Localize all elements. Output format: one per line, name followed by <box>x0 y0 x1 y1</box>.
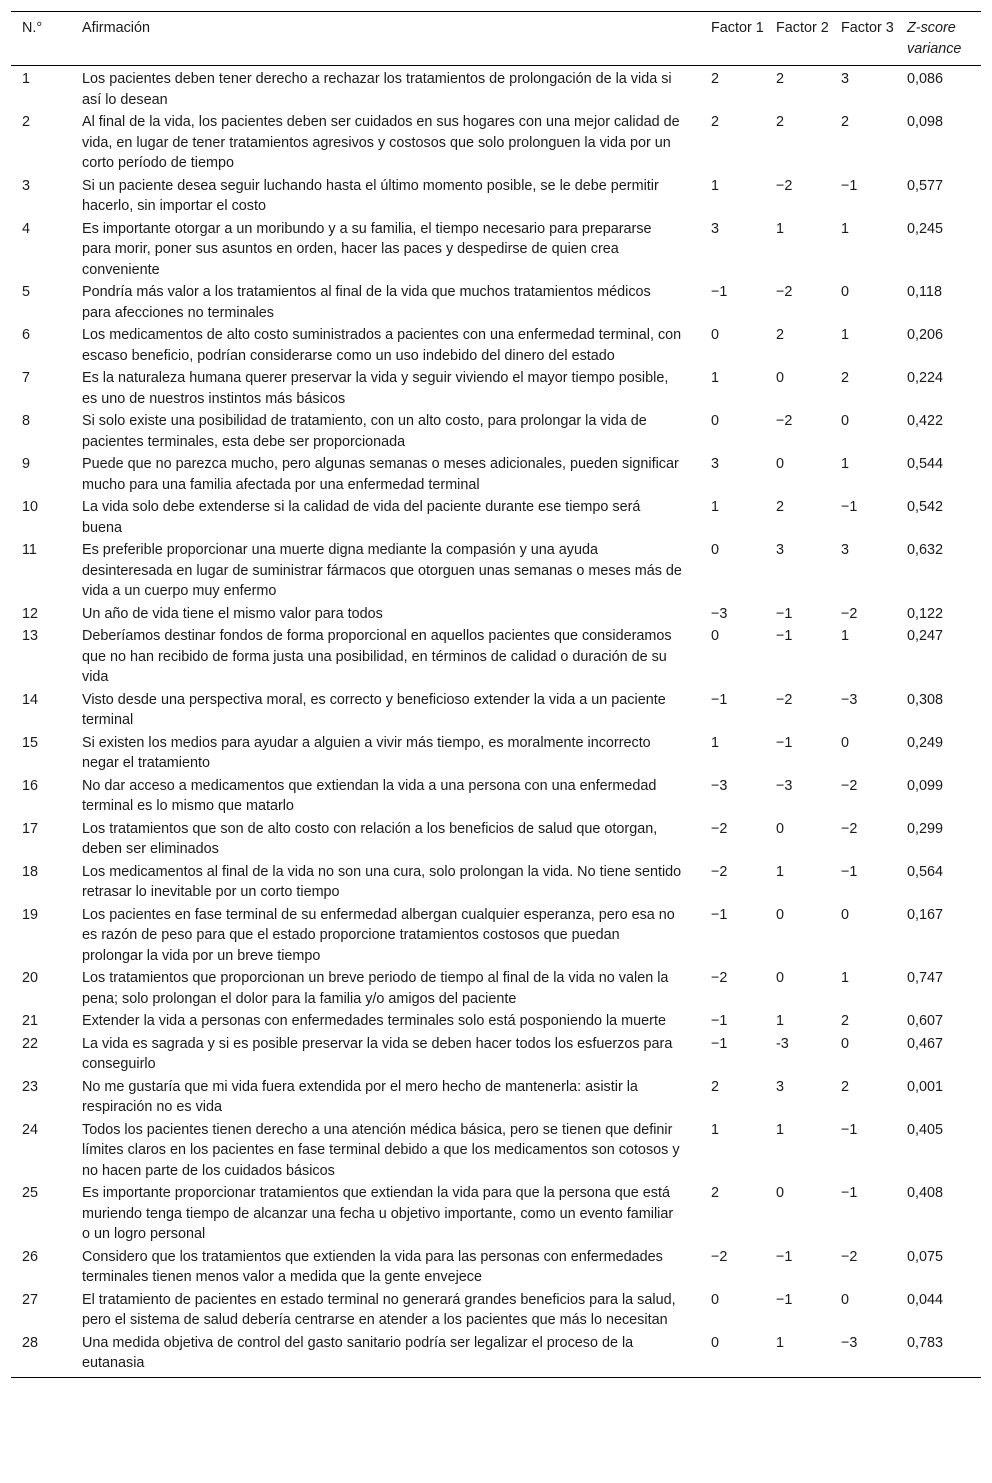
table-row <box>11 218 981 282</box>
cell-zscore-variance: 0,249 <box>907 734 944 751</box>
table-row <box>11 66 981 112</box>
cell-number: 11 <box>22 542 37 558</box>
cell-zscore-variance: 0,408 <box>907 1185 944 1201</box>
cell-factor-3: 1 <box>841 456 850 472</box>
cell-factor-1: 1 <box>711 734 720 751</box>
table-row <box>11 904 981 968</box>
cell-factor-1: −2 <box>711 1248 728 1265</box>
table-row <box>11 1289 981 1332</box>
cell-zscore-variance: 0,086 <box>907 71 944 87</box>
cell-zscore-variance: 0,075 <box>907 1248 944 1265</box>
header-factor-3: Factor 3 <box>841 20 894 36</box>
table-row <box>11 281 981 324</box>
cell-factor-2: 3 <box>776 542 785 558</box>
header-row <box>11 12 981 66</box>
cell-factor-2: 2 <box>776 499 785 515</box>
cell-factor-3: 2 <box>841 1078 850 1095</box>
cell-factor-1: −1 <box>711 284 728 300</box>
table-row <box>11 775 981 818</box>
cell-statement: No dar acceso a medicamentos que extiendan la vida a una persona con una enfermedad terminal es lo mismo que matarlo <box>82 777 657 814</box>
cell-number: 21 <box>22 1013 39 1029</box>
table-row <box>11 1033 981 1076</box>
cell-factor-2: 2 <box>776 71 785 87</box>
cell-statement: Visto desde una perspectiva moral, es correcto y beneficioso extender la vida a un paciente terminal <box>82 691 666 728</box>
cell-number: 20 <box>22 970 39 986</box>
cell-factor-2: 2 <box>776 327 785 343</box>
cell-factor-2: −1 <box>776 734 793 751</box>
cell-statement: Deberíamos destinar fondos de forma proporcional en aquellos pacientes que consideramos que no han recibido de forma justa una posibilidad, en términos de calidad o duración de su vida <box>82 628 672 685</box>
cell-zscore-variance: 0,542 <box>907 499 944 515</box>
cell-factor-2: 3 <box>776 1078 785 1095</box>
cell-statement: El tratamiento de pacientes en estado terminal no generará grandes beneficios para la salud, pero el sistema de salud debería centrarse en atender a los pacientes que más lo necesitan <box>82 1291 676 1328</box>
cell-number: 24 <box>22 1121 39 1138</box>
cell-number: 16 <box>22 777 39 794</box>
table-row <box>11 818 981 861</box>
cell-zscore-variance: 0,122 <box>907 605 944 622</box>
cell-factor-3: 2 <box>841 1013 850 1029</box>
table-row <box>11 539 981 603</box>
cell-factor-2: −2 <box>776 413 793 429</box>
table-row <box>11 861 981 904</box>
cell-zscore-variance: 0,783 <box>907 1334 944 1351</box>
cell-factor-1: 0 <box>711 413 720 429</box>
cell-factor-3: 0 <box>841 1291 850 1308</box>
header-factor-1: Factor 1 <box>711 20 764 36</box>
cell-factor-2: −1 <box>776 1291 793 1308</box>
cell-factor-3: 1 <box>841 628 850 644</box>
cell-statement: Pondría más valor a los tratamientos al final de la vida que muchos tratamientos médicos para afecciones no terminales <box>82 284 651 321</box>
cell-factor-3: −1 <box>841 1185 858 1201</box>
cell-statement: Los tratamientos que son de alto costo con relación a los beneficios de salud que otorgan, deben ser eliminados <box>82 820 658 857</box>
table-row <box>11 1076 981 1119</box>
cell-number: 17 <box>22 820 39 837</box>
cell-factor-1: 1 <box>711 370 720 386</box>
table-row <box>11 1246 981 1289</box>
table-row <box>11 603 981 626</box>
cell-factor-1: −1 <box>711 691 728 708</box>
cell-factor-2: 0 <box>776 820 785 837</box>
cell-factor-1: −2 <box>711 863 728 880</box>
cell-number: 22 <box>22 1035 39 1052</box>
cell-statement: Una medida objetiva de control del gasto sanitario podría ser legalizar el proceso de la eutanasia <box>82 1334 634 1371</box>
cell-factor-3: 3 <box>841 542 850 558</box>
cell-factor-2: −2 <box>776 284 793 300</box>
cell-factor-3: 1 <box>841 220 850 237</box>
table-body <box>11 66 981 1378</box>
cell-factor-1: 3 <box>711 220 720 237</box>
cell-factor-3: 0 <box>841 734 850 751</box>
cell-factor-2: −1 <box>776 628 793 644</box>
cell-number: 3 <box>22 177 31 194</box>
cell-zscore-variance: 0,098 <box>907 114 944 130</box>
cell-zscore-variance: 0,299 <box>907 820 944 837</box>
table-row <box>11 689 981 732</box>
cell-number: 23 <box>22 1078 39 1095</box>
cell-factor-1: −2 <box>711 820 728 837</box>
cell-factor-1: 2 <box>711 1185 720 1201</box>
cell-factor-3: 1 <box>841 327 850 343</box>
cell-factor-1: −2 <box>711 970 728 986</box>
table-row <box>11 175 981 218</box>
cell-statement: Es importante proporcionar tratamientos que extiendan la vida para que la persona que está muriendo tenga tiempo de alcanzar una fecha u objetivo importante, como un evento familiar o un logro personal <box>82 1185 674 1242</box>
cell-factor-3: 3 <box>841 71 850 87</box>
table-row <box>11 625 981 689</box>
cell-factor-3: −1 <box>841 499 858 515</box>
cell-statement: Los tratamientos que proporcionan un breve periodo de tiempo al final de la vida no valen la pena; solo prolongan el dolor para la familia y/o amigos del paciente <box>82 970 669 1007</box>
cell-zscore-variance: 0,245 <box>907 220 944 237</box>
cell-statement: Los pacientes deben tener derecho a rechazar los tratamientos de prolongación de la vida si así lo desean <box>82 71 672 108</box>
cell-zscore-variance: 0,467 <box>907 1035 944 1052</box>
cell-factor-3: 0 <box>841 906 850 923</box>
cell-factor-2: 0 <box>776 906 785 923</box>
cell-number: 27 <box>22 1291 39 1308</box>
cell-factor-2: 0 <box>776 370 785 386</box>
cell-zscore-variance: 0,405 <box>907 1121 944 1138</box>
cell-zscore-variance: 0,118 <box>907 284 942 300</box>
cell-number: 1 <box>22 71 31 87</box>
cell-factor-1: −3 <box>711 605 728 622</box>
cell-factor-2: −2 <box>776 177 793 194</box>
cell-factor-3: −1 <box>841 177 858 194</box>
cell-factor-2: 1 <box>776 220 785 237</box>
cell-factor-3: −2 <box>841 605 858 622</box>
cell-factor-2: −1 <box>776 1248 793 1265</box>
cell-statement: Es preferible proporcionar una muerte digna mediante la compasión y una ayuda desinteresada en lugar de suministrar fármacos que otorguen unas semanas o meses más de vida a un cuerpo muy enfermo <box>82 542 682 599</box>
cell-number: 4 <box>22 220 31 237</box>
cell-factor-1: −1 <box>711 1013 728 1029</box>
cell-zscore-variance: 0,747 <box>907 970 944 986</box>
cell-number: 10 <box>22 499 39 515</box>
cell-factor-3: −1 <box>841 863 858 880</box>
table-row <box>11 324 981 367</box>
cell-factor-2: −1 <box>776 605 793 622</box>
cell-zscore-variance: 0,206 <box>907 327 944 343</box>
table-row <box>11 1119 981 1183</box>
cell-number: 6 <box>22 327 31 343</box>
cell-zscore-variance: 0,607 <box>907 1013 944 1029</box>
cell-statement: Considero que los tratamientos que extienden la vida para las personas con enfermedades terminales tienen menos valor a medida que la gente envejece <box>82 1248 663 1285</box>
cell-zscore-variance: 0,001 <box>907 1078 944 1095</box>
cell-zscore-variance: 0,632 <box>907 542 944 558</box>
table-row <box>11 453 981 496</box>
cell-factor-3: 2 <box>841 114 850 130</box>
cell-factor-2: 1 <box>776 1121 785 1138</box>
table-row <box>11 111 981 175</box>
cell-number: 18 <box>22 863 39 880</box>
cell-statement: No me gustaría que mi vida fuera extendida por el mero hecho de mantenerla: asistir la respiración no es vida <box>82 1078 638 1115</box>
cell-zscore-variance: 0,247 <box>907 628 944 644</box>
cell-statement: La vida es sagrada y si es posible preservar la vida se deben hacer todos los esfuerzos para conseguirlo <box>82 1035 673 1072</box>
cell-number: 15 <box>22 734 39 751</box>
cell-factor-3: 0 <box>841 413 850 429</box>
cell-factor-2: 0 <box>776 970 785 986</box>
cell-statement: Es la naturaleza humana querer preservar la vida y seguir viviendo el mayor tiempo posible, es uno de nuestros instintos más básicos <box>82 370 669 407</box>
header-number: N.° <box>22 20 43 36</box>
cell-factor-3: −2 <box>841 1248 858 1265</box>
cell-number: 28 <box>22 1334 39 1351</box>
table-row <box>11 967 981 1010</box>
cell-statement: Los pacientes en fase terminal de su enfermedad albergan cualquier esperanza, pero esa no es razón de peso para que el estado proporcione tratamientos costosos que puedan prolongar la vida por un breve tiempo <box>82 906 675 964</box>
cell-statement: Es importante otorgar a un moribundo y a su familia, el tiempo necesario para prepararse para morir, poner sus asuntos en orden, hacer las paces y despedirse de quien crea conveniente <box>82 220 652 278</box>
cell-statement: Si solo existe una posibilidad de tratamiento, con un alto costo, para prolongar la vida de pacientes terminales, esta debe ser proporcionada <box>82 413 647 450</box>
cell-statement: Si un paciente desea seguir luchando hasta el último momento posible, se le debe permitir hacerlo, sin importar el costo <box>82 177 659 214</box>
cell-factor-1: −1 <box>711 906 728 923</box>
cell-factor-1: 0 <box>711 327 720 343</box>
cell-statement: Los medicamentos de alto costo suministrados a pacientes con una enfermedad terminal, con escaso beneficio, podrían considerarse como un uso indebido del dinero del estado <box>82 327 682 364</box>
cell-factor-1: −3 <box>711 777 728 794</box>
cell-number: 26 <box>22 1248 39 1265</box>
cell-factor-2: 2 <box>776 114 785 130</box>
cell-statement: Si existen los medios para ayudar a alguien a vivir más tiempo, es moralmente incorrecto negar el tratamiento <box>82 734 651 771</box>
cell-zscore-variance: 0,224 <box>907 370 944 386</box>
cell-factor-2: 1 <box>776 1334 785 1351</box>
table-row <box>11 1332 981 1378</box>
cell-factor-2: 0 <box>776 1185 785 1201</box>
cell-number: 13 <box>22 628 39 644</box>
cell-factor-1: 1 <box>711 1121 720 1138</box>
cell-factor-1: 0 <box>711 1334 720 1351</box>
header-zscore-variance: Z-score variance <box>907 20 962 57</box>
cell-number: 2 <box>22 114 31 130</box>
cell-zscore-variance: 0,044 <box>907 1291 944 1308</box>
table-row <box>11 1182 981 1246</box>
cell-factor-2: 0 <box>776 456 785 472</box>
cell-number: 7 <box>22 370 31 386</box>
cell-statement: Extender la vida a personas con enfermedades terminales solo está posponiendo la muerte <box>82 1013 666 1029</box>
cell-factor-1: 2 <box>711 114 720 130</box>
cell-factor-3: −2 <box>841 820 858 837</box>
cell-zscore-variance: 0,167 <box>907 906 944 923</box>
cell-factor-3: −1 <box>841 1121 858 1138</box>
table-row <box>11 410 981 453</box>
cell-factor-3: 0 <box>841 1035 850 1052</box>
cell-number: 14 <box>22 691 39 708</box>
cell-zscore-variance: 0,099 <box>907 777 944 794</box>
cell-number: 25 <box>22 1185 39 1201</box>
table-row <box>11 367 981 410</box>
cell-number: 9 <box>22 456 31 472</box>
cell-zscore-variance: 0,564 <box>907 863 944 880</box>
cell-factor-2: −3 <box>776 777 793 794</box>
cell-factor-3: 0 <box>841 284 850 300</box>
cell-factor-2: 1 <box>776 1013 785 1029</box>
cell-factor-2: −2 <box>776 691 793 708</box>
cell-number: 5 <box>22 284 31 300</box>
table-row <box>11 1010 981 1033</box>
cell-factor-1: 2 <box>711 71 720 87</box>
cell-number: 8 <box>22 413 31 429</box>
statements-table <box>11 11 981 1378</box>
cell-number: 12 <box>22 605 39 622</box>
cell-factor-1: 0 <box>711 628 720 644</box>
cell-zscore-variance: 0,577 <box>907 177 944 194</box>
cell-factor-1: 3 <box>711 456 720 472</box>
cell-factor-3: 1 <box>841 970 850 986</box>
cell-factor-3: 2 <box>841 370 850 386</box>
cell-statement: Todos los pacientes tienen derecho a una atención médica básica, pero se tienen que definir límites claros en los pacientes en fase terminal debido a que los medicamentos son cotosos y no hacen parte de los cuidados básicos <box>82 1121 680 1179</box>
cell-factor-2: -3 <box>776 1035 789 1052</box>
cell-factor-3: −2 <box>841 777 858 794</box>
cell-factor-1: −1 <box>711 1035 728 1052</box>
table-header <box>11 12 981 66</box>
cell-statement: Los medicamentos al final de la vida no son una cura, solo prolongan la vida. No tiene sentido retrasar lo inevitable por un corto tiempo <box>82 863 682 900</box>
cell-factor-1: 0 <box>711 542 720 558</box>
cell-factor-2: 1 <box>776 863 785 880</box>
cell-statement: Un año de vida tiene el mismo valor para todos <box>82 605 383 622</box>
cell-factor-3: −3 <box>841 1334 858 1351</box>
cell-number: 19 <box>22 906 39 923</box>
statements-table-container <box>11 11 981 1378</box>
cell-factor-1: 1 <box>711 177 720 194</box>
cell-zscore-variance: 0,308 <box>907 691 944 708</box>
cell-zscore-variance: 0,544 <box>907 456 944 472</box>
cell-statement: La vida solo debe extenderse si la calidad de vida del paciente durante ese tiempo será buena <box>82 499 641 536</box>
table-row <box>11 496 981 539</box>
cell-factor-3: −3 <box>841 691 858 708</box>
cell-statement: Al final de la vida, los pacientes deben ser cuidados en sus hogares con una mejor calidad de vida, en lugar de tener tratamientos agresivos y costosos que solo prolonguen la vida por un corto período de tiempo <box>82 114 680 171</box>
cell-factor-1: 2 <box>711 1078 720 1095</box>
header-statement: Afirmación <box>82 20 150 36</box>
cell-factor-1: 0 <box>711 1291 720 1308</box>
table-row <box>11 732 981 775</box>
cell-statement: Puede que no parezca mucho, pero algunas semanas o meses adicionales, pueden significar mucho para una familia afectada por una enfermedad terminal <box>82 456 679 493</box>
cell-zscore-variance: 0,422 <box>907 413 944 429</box>
header-factor-2: Factor 2 <box>776 20 829 36</box>
cell-factor-1: 1 <box>711 499 720 515</box>
